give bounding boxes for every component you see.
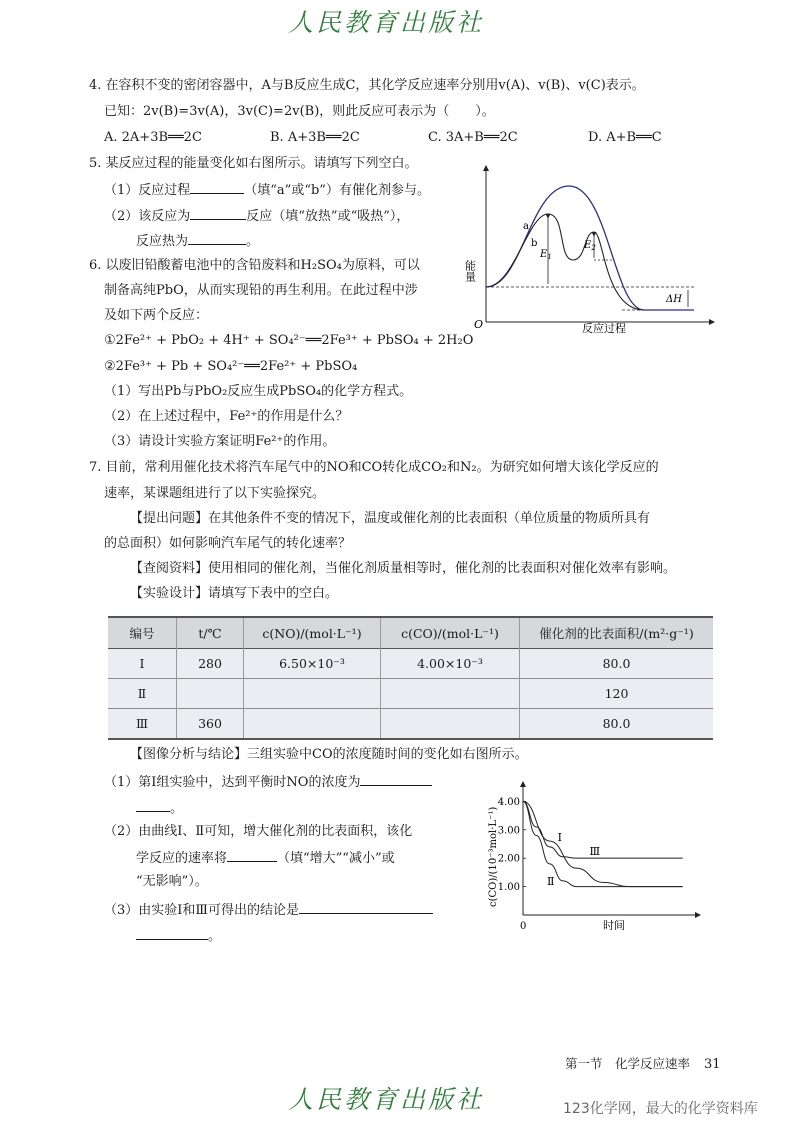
- q6-reaction-1: ①2Fe²⁺ + PbO₂ + 4H⁺ + SO₄²⁻══2Fe³⁺ + PbSO₄ + 2H₂O: [104, 333, 474, 348]
- q6-line1: 6. 以废旧铅酸蓄电池中的含铅废料和H₂SO₄为原料，可以: [89, 258, 420, 273]
- q4-line2: 已知：2v(B)=3v(A)，3v(C)=2v(B)，则此反应可表示为（ ）。: [104, 104, 495, 119]
- q6-part3: （3）请设计实验方案证明Fe²⁺的作用。: [104, 434, 336, 449]
- q5-part2-cont: [136, 230, 259, 252]
- q7-answer2-cont: [136, 847, 395, 869]
- table-row: [108, 709, 713, 740]
- q4-option-a: A. 2A+3B══2C: [104, 130, 202, 145]
- co-concentration-chart: [478, 780, 708, 930]
- series-label-3: Ⅲ: [589, 844, 601, 858]
- q4-option-c: C. 3A+B══2C: [428, 130, 518, 145]
- y-tick-label: 3.00: [497, 825, 520, 837]
- q7-answer2-end: “无影响”）。: [136, 874, 208, 889]
- q5-part2: [104, 205, 409, 227]
- cell: 360: [177, 709, 244, 740]
- blank-cell[interactable]: [381, 709, 520, 740]
- co-chart-axes: [523, 782, 700, 915]
- cell: Ⅰ: [139, 656, 145, 671]
- q5-part1-text-b: （填“a”或“b”）有催化剂参与。: [244, 183, 430, 198]
- col-header-id: 编号: [129, 626, 155, 641]
- q4-option-b: B. A+3B══2C: [270, 130, 360, 145]
- q4-option-d: D. A+B══C: [588, 130, 662, 145]
- q7-design: 【实验设计】请填写下表中的空白。: [130, 586, 339, 601]
- curve-b: [486, 214, 644, 310]
- q7-answer1-end: 。: [170, 801, 184, 816]
- e2-label: $E_2$: [584, 240, 596, 252]
- q5-answer-blank-3[interactable]: [188, 230, 246, 245]
- page-number: 31: [704, 1057, 721, 1072]
- series-label-2: Ⅱ: [546, 875, 555, 889]
- cell: 280: [177, 649, 244, 679]
- series-line-2: [523, 801, 683, 889]
- q7-answer-blank-3[interactable]: [299, 899, 433, 914]
- q7-answer3-end: 。: [208, 929, 222, 944]
- q7-answer-blank-2[interactable]: [227, 847, 277, 862]
- q7-analysis: 【图像分析与结论】三组实验中CO的浓度随时间的变化如右图所示。: [130, 747, 528, 762]
- q5-part1-text-a: （1）反应过程: [104, 183, 191, 198]
- cell: 120: [520, 679, 714, 709]
- q6-line2: 制备高纯PbO，从而实现铅的再生利用。在此过程中涉: [104, 283, 418, 298]
- q7-answer1-cont: [136, 797, 183, 819]
- publisher-logo: 人民教育出版社: [288, 8, 485, 37]
- blank-cell[interactable]: [381, 679, 520, 709]
- q5-part2-text-b: 反应（填“放热”或“吸热”），: [246, 209, 410, 224]
- cell: Ⅱ: [137, 686, 147, 701]
- co-chart-series: [523, 801, 683, 889]
- q5-part1: [104, 179, 430, 201]
- energy-ylabel: 能量: [463, 260, 477, 282]
- cell: 80.0: [520, 649, 714, 679]
- curve-a-label: a: [523, 221, 529, 232]
- q6-reaction-2: ②2Fe³⁺ + Pb + SO₄²⁻══2Fe²⁺ + PbSO₄: [104, 359, 358, 374]
- q5-part2-text-c: 反应热为: [136, 234, 189, 249]
- q6-line3: 及如下两个反应：: [104, 308, 209, 323]
- e1-label: $E_1$: [540, 249, 552, 261]
- q7-ask-2: 的总面积）如何影响汽车尾气的转化速率？: [104, 536, 352, 551]
- energy-diagram: [462, 160, 722, 340]
- q7-answer2-text-b: 学反应的速率将: [136, 851, 228, 866]
- col-header-no: c(NO)/(mol·L⁻¹): [244, 617, 381, 649]
- table-header-row: [108, 617, 713, 649]
- q5-part2-text-d: 。: [246, 234, 260, 249]
- q7-line2: 速率，某课题组进行了以下实验探究。: [104, 486, 326, 501]
- q7-answer-blank-3b[interactable]: [136, 925, 208, 940]
- series-line-3: [523, 801, 683, 858]
- blank-cell[interactable]: [177, 679, 244, 709]
- q7-reference: 【查阅资料】使用相同的催化剂，当催化剂质量相等时，催化剂的比表面积对催化效率有影响。: [130, 561, 677, 576]
- footer-section: 第一节 化学反应速率: [565, 1056, 691, 1071]
- q7-answer2-text-c: （填“增大”“减小”或: [277, 851, 395, 866]
- experiment-table: [108, 616, 713, 740]
- q7-answer-blank-1[interactable]: [360, 771, 432, 786]
- q7-ask-1: 【提出问题】在其他条件不变的情况下，温度或催化剂的比表面积（单位质量的物质所具有: [130, 511, 651, 526]
- q7-line1: 7. 目前，常利用催化技术将汽车尾气中的NO和CO转化成CO₂和N₂。为研究如何增大该化学反应的: [89, 460, 659, 475]
- blank-cell[interactable]: [244, 679, 381, 709]
- y-tick-label: 4.00: [497, 796, 520, 808]
- energy-xlabel: 反应过程: [582, 322, 626, 335]
- dh-label: ΔH: [666, 294, 682, 305]
- cell: 80.0: [520, 709, 714, 740]
- q6-part1: （1）写出Pb与PbO₂反应生成PbSO₄的化学方程式。: [104, 384, 413, 399]
- q5-line1: 5. 某反应过程的能量变化如右图所示。请填写下列空白。: [89, 156, 418, 171]
- cell: 4.00×10⁻³: [381, 649, 520, 679]
- q6-part2: （2）在上述过程中，Fe²⁺的作用是什么？: [104, 409, 349, 424]
- cell: Ⅲ: [135, 716, 149, 731]
- series-label-1: Ⅰ: [557, 831, 562, 845]
- y-tick-label: 1.00: [497, 882, 520, 894]
- co-origin-label: 0: [520, 921, 527, 930]
- q7-answer3-cont: [136, 925, 221, 947]
- col-header-temp: t/℃: [177, 617, 244, 649]
- curve-b-label: b: [531, 238, 538, 249]
- co-xlabel: 时间: [603, 919, 625, 930]
- q7-answer1-text: （1）第Ⅰ组实验中，达到平衡时NO的浓度为: [104, 775, 361, 790]
- q5-part2-text-a: （2）该反应为: [104, 209, 191, 224]
- table-row: [108, 679, 713, 709]
- q4-line1: 4. 在容积不变的密闭容器中，A与B反应生成C，其化学反应速率分别用v(A)、v(B)、v(C)表示。: [89, 78, 645, 93]
- publisher-logo-bottom: 人民教育出版社: [288, 1085, 485, 1114]
- q7-answer3-text: （3）由实验Ⅰ和Ⅲ可得出的结论是: [104, 903, 299, 918]
- series-line-1: [523, 801, 683, 889]
- q5-answer-blank-1[interactable]: [190, 179, 244, 194]
- co-chart-ticks: [498, 797, 527, 930]
- table-row: [108, 649, 713, 679]
- col-header-co: c(CO)/(mol·L⁻¹): [381, 617, 520, 649]
- energy-origin: O: [474, 318, 484, 331]
- co-ylabel: c(CO)/(10⁻³mol·L⁻¹): [488, 806, 499, 907]
- q7-answer3: [104, 899, 433, 921]
- col-header-surface: 催化剂的比表面积/(m²·g⁻¹): [520, 617, 714, 649]
- cell: 6.50×10⁻³: [244, 649, 381, 679]
- page-footer: [565, 1054, 721, 1072]
- y-tick-label: 2.00: [497, 853, 520, 865]
- q5-answer-blank-2[interactable]: [190, 205, 246, 220]
- q7-answer-blank-1b[interactable]: [136, 797, 170, 812]
- watermark: 123化学网，最大的化学资料库: [563, 1101, 758, 1117]
- q7-answer1: [104, 771, 432, 793]
- q7-answer2: （2）由曲线Ⅰ、Ⅱ可知，增大催化剂的比表面积，该化: [104, 824, 413, 839]
- blank-cell[interactable]: [244, 709, 381, 740]
